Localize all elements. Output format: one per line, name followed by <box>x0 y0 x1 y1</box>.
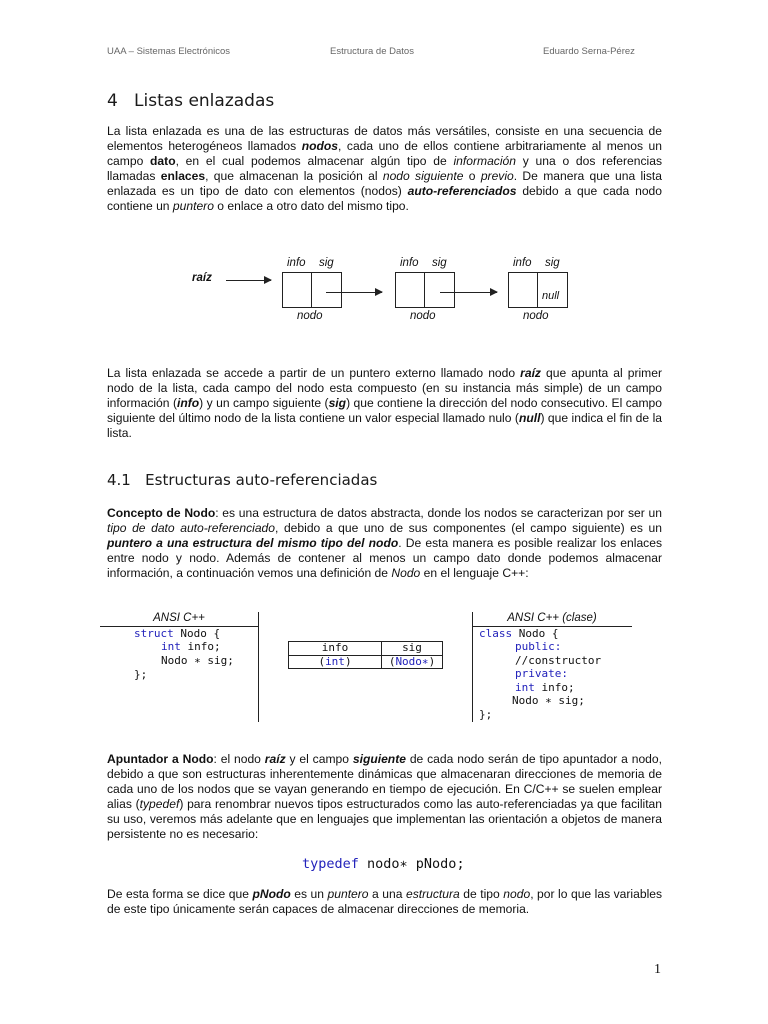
page-number: 1 <box>654 962 661 977</box>
class-line-2: public: <box>515 640 562 653</box>
class-line-4: private: <box>515 667 568 680</box>
info-label-1: info <box>287 257 306 269</box>
node-box-2 <box>395 272 455 308</box>
node-label-2: nodo <box>410 310 436 322</box>
right-divider <box>472 612 473 722</box>
node-label-1: nodo <box>297 310 323 322</box>
header-center: Estructura de Datos <box>330 46 414 57</box>
root-arrow <box>226 280 271 281</box>
root-label: raíz <box>192 272 212 284</box>
sig-label-3: sig <box>545 257 560 269</box>
class-line-6: Nodo ∗ sig; <box>512 694 585 707</box>
struct-line-4: }; <box>134 668 148 681</box>
section-title: Listas enlazadas <box>134 91 275 111</box>
section-number: 4 <box>107 91 118 111</box>
left-divider <box>258 612 259 722</box>
node-struct-table <box>288 641 443 669</box>
type-sig: (Nodo∗) <box>382 655 443 669</box>
node-label-3: nodo <box>523 310 549 322</box>
ansi-cpp-class-title: ANSI C++ (clase) <box>507 612 597 624</box>
class-line-3: //constructor <box>515 654 602 667</box>
header-left: UAA – Sistemas Electrónicos <box>107 46 231 57</box>
subsection-title: Estructuras auto-referenciadas <box>145 471 378 489</box>
class-line-1: class Nodo { <box>479 627 559 640</box>
subsection-heading <box>107 471 377 489</box>
link-arrow-2 <box>440 292 497 293</box>
sig-label-2: sig <box>432 257 447 269</box>
field-sig: sig <box>382 642 443 656</box>
section-heading <box>107 91 274 111</box>
header-right: Eduardo Serna-Pérez <box>543 46 635 57</box>
ansi-cpp-title: ANSI C++ <box>153 612 205 624</box>
link-arrow-1 <box>326 292 382 293</box>
info-label-3: info <box>513 257 532 269</box>
pnodo-paragraph: De esta forma se dice que pNodo es un puntero a una estructura de tipo nodo, por lo que las variables de este tipo únicamente serán capaces de almacenar direcciones de memoria. <box>107 887 663 916</box>
subsection-number: 4.1 <box>107 471 131 489</box>
class-line-5: int info; <box>515 681 575 694</box>
info-label-2: info <box>400 257 419 269</box>
intro-paragraph: La lista enlazada es una de las estructuras de datos más versátiles, consiste en una secuencia de elementos heterogéneos llamados nodos, cada uno de ellos contiene arbitrariamente al menos un campo dato, en el cual podemos almacenar algún tipo de información y una o dos referencias llamadas enlaces, que almacenan la posición al nodo siguiente o previo. De manera que una lista enlazada es un tipo de dato con elementos (nodos) auto-referenciados debido a que cada nodo contiene un puntero o enlace a otro dato del mismo tipo. <box>107 124 663 213</box>
field-info: info <box>289 642 382 656</box>
struct-line-3: Nodo ∗ sig; <box>161 654 234 667</box>
node-box-1 <box>282 272 342 308</box>
node-concept-paragraph: Concepto de Nodo: es una estructura de datos abstracta, donde los nodos se caracterizan por ser un tipo de dato auto-referenciado, debido a que uno de sus componentes (el campo siguiente) es un puntero a una estructura del mismo tipo del nodo. De esta manera es posible realizar los enlaces entre nodo y nodo. Además de contener al menos un campo dato donde podemos almacenar información, a continuación vemos una definición de Nodo en el lenguaje C++: <box>107 506 662 580</box>
pointer-paragraph: Apuntador a Nodo: el nodo raíz y el campo siguiente de cada nodo serán de tipo apuntador a nodo, debido a que son estructuras inherentemente dinámicas que almacenaran direcciones de memoria de cada uno de los nodos que se vayan generando en tiempo de ejecución. En C/C++ se suelen emplear alias (typedef) para renombrar nuevos tipos estructurados como las auto-referenciadas ya que facilitan su uso, veremos más adelante que en lenguajes que implementan las orientación a objetos de manera persistente no es necesario: <box>107 752 663 841</box>
sig-label-1: sig <box>319 257 334 269</box>
list-access-paragraph: La lista enlazada se accede a partir de un puntero externo llamado nodo raíz que apunta al primer nodo de la lista, cada campo del nodo esta compuesto (en su instancia más simple) de un campo información (info) y un campo siguiente (sig) que contiene la dirección del nodo consecutivo. El campo siguiente del último nodo de la lista contiene un valor especial llamado nulo (null) que indica el fin de la lista. <box>107 366 662 440</box>
typedef-code: typedef nodo∗ pNodo; <box>302 856 465 872</box>
class-line-7: }; <box>479 708 493 721</box>
null-label: null <box>542 290 560 302</box>
struct-line-2: int info; <box>161 640 221 653</box>
type-info: (int) <box>289 655 382 669</box>
struct-line-1: struct Nodo { <box>134 627 221 640</box>
